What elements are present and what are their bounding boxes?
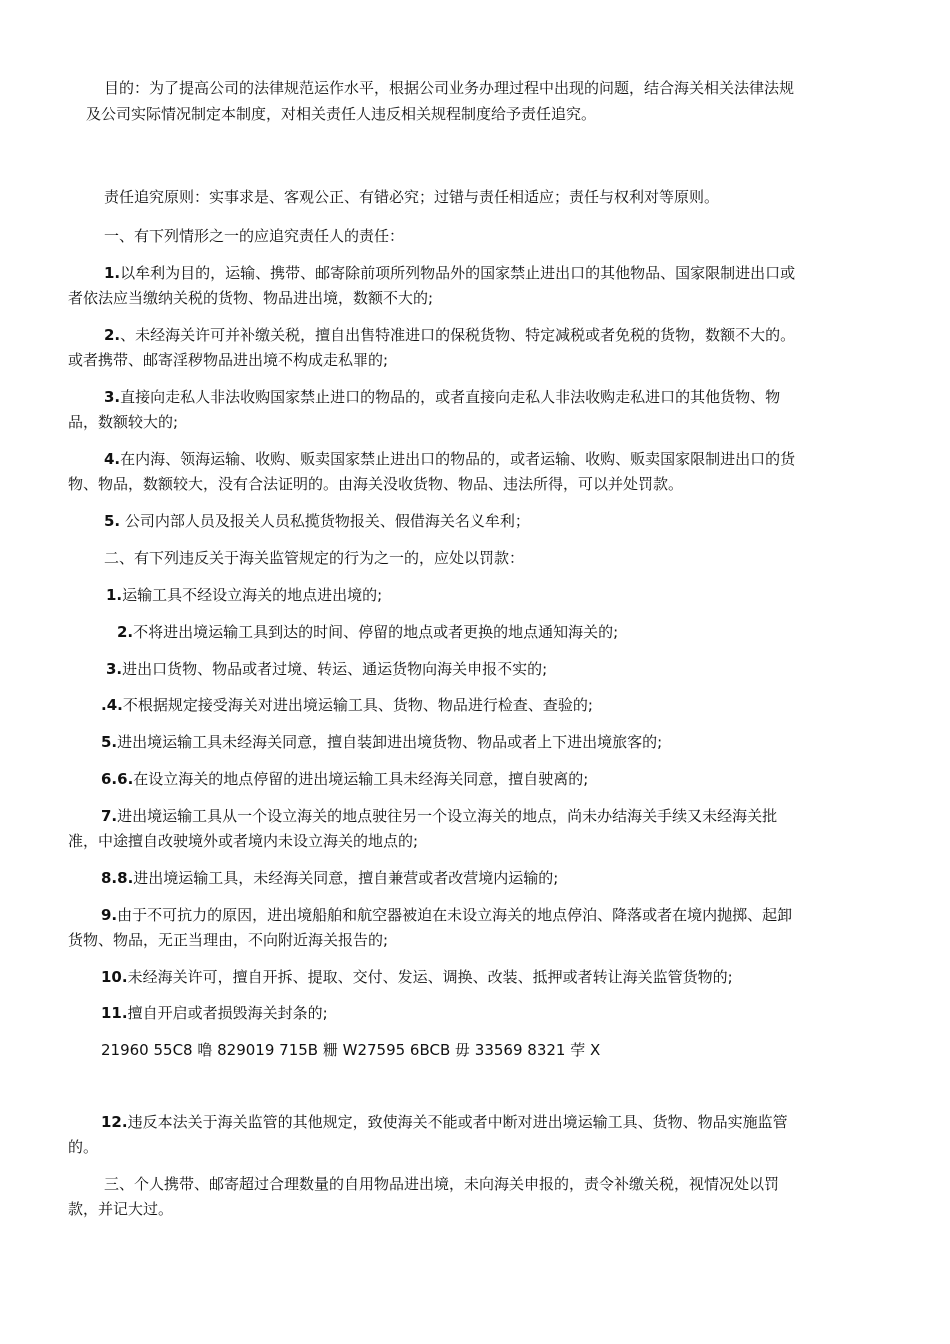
section1-item-3: 3.直接向走私人非法收购国家禁止进口的物品的，或者直接向走私人非法收购走私进口的其他货物、物 [104, 388, 781, 406]
section3-line2: 款，并记大过。 [68, 1200, 174, 1218]
section2-heading: 二、有下列违反关于海关监管规定的行为之一的，应处以罚款： [104, 549, 525, 567]
section2-item-9-cont: 货物、物品，无正当理由，不向附近海关报告的; [68, 931, 389, 949]
section1-item-2-cont: 或者携带、邮寄淫秽物品进出境不构成走私罪的; [68, 351, 389, 369]
section1-item-4-cont: 物、物品，数额较大，没有合法证明的。由海关没收货物、物品、违法所得，可以并处罚款。 [68, 475, 684, 493]
section2-item-7-cont: 准，中途擅自改驶境外或者境内未设立海关的地点的; [68, 832, 419, 850]
purpose-line1: 目的：为了提高公司的法律规范运作水平，根据公司业务办理过程中出现的问题，结合海关相关法律法规 [104, 79, 795, 97]
section1-item-1: 1.以牟利为目的，运输、携带、邮寄除前项所列物品外的国家禁止进出口的其他物品、国家限制进出口或 [104, 264, 796, 282]
section2-item-12: 12.违反本法关于海关监管的其他规定，致使海关不能或者中断对进出境运输工具、货物、物品实施监管 [101, 1113, 788, 1131]
section2-item-3: 3.进出口货物、物品或者过境、转运、通运货物向海关申报不实的; [106, 660, 548, 678]
section2-item-4: .4.不根据规定接受海关对进出境运输工具、货物、物品进行检查、查验的; [101, 696, 593, 714]
garbled-text-line: 21960 55C8 噜 829019 715B 粣 W27595 6BCB 毋 33569 8321 荢 X [101, 1041, 601, 1059]
section1-heading: 一、有下列情形之一的应追究责任人的责任： [104, 227, 405, 245]
section1-item-2: 2.、未经海关许可并补缴关税，擅自出售特准进口的保税货物、特定减税或者免税的货物，数额不大的。 [104, 326, 796, 344]
section2-item-7: 7.进出境运输工具从一个设立海关的地点驶往另一个设立海关的地点，尚未办结海关手续又未经海关批 [101, 807, 778, 825]
section2-item-11: 11.擅自开启或者损毁海关封条的; [101, 1004, 328, 1022]
section3-line1: 三、个人携带、邮寄超过合理数量的自用物品进出境，未向海关申报的，责令补缴关税，视情况处以罚 [104, 1175, 780, 1193]
section2-item-2: 2.不将进出境运输工具到达的时间、停留的地点或者更换的地点通知海关的; [117, 623, 619, 641]
section2-item-1: 1.运输工具不经设立海关的地点进出境的; [106, 586, 383, 604]
purpose-line2: 及公司实际情况制定本制度，对相关责任人违反相关规程制度给予责任追究。 [86, 105, 597, 123]
section1-item-3-cont: 品，数额较大的; [68, 413, 179, 431]
section1-item-4: 4.在内海、领海运输、收购、贩卖国家禁止进出口的物品的，或者运输、收购、贩卖国家限制进出口的货 [104, 450, 796, 468]
section2-item-5: 5.进出境运输工具未经海关同意，擅自装卸进出境货物、物品或者上下进出境旅客的; [101, 733, 663, 751]
section2-item-10: 10.未经海关许可，擅自开拆、提取、交付、发运、调换、改装、抵押或者转让海关监管货物的; [101, 968, 733, 986]
section2-item-6: 6.6.在设立海关的地点停留的进出境运输工具未经海关同意，擅自驶离的; [101, 770, 589, 788]
principle-paragraph: 责任追究原则：实事求是、客观公正、有错必究；过错与责任相适应；责任与权利对等原则。 [104, 188, 720, 206]
section2-item-9: 9.由于不可抗力的原因，进出境船舶和航空器被迫在未设立海关的地点停泊、降落或者在境内抛掷、起卸 [101, 906, 793, 924]
section2-item-8: 8.8.进出境运输工具，未经海关同意，擅自兼营或者改营境内运输的; [101, 869, 559, 887]
section1-item-1-cont: 者依法应当缴纳关税的货物、物品进出境，数额不大的; [68, 289, 434, 307]
section2-item-12-cont: 的。 [68, 1138, 99, 1156]
section1-item-5: 5. 公司内部人员及报关人员私揽货物报关、假借海关名义牟利； [104, 512, 530, 530]
